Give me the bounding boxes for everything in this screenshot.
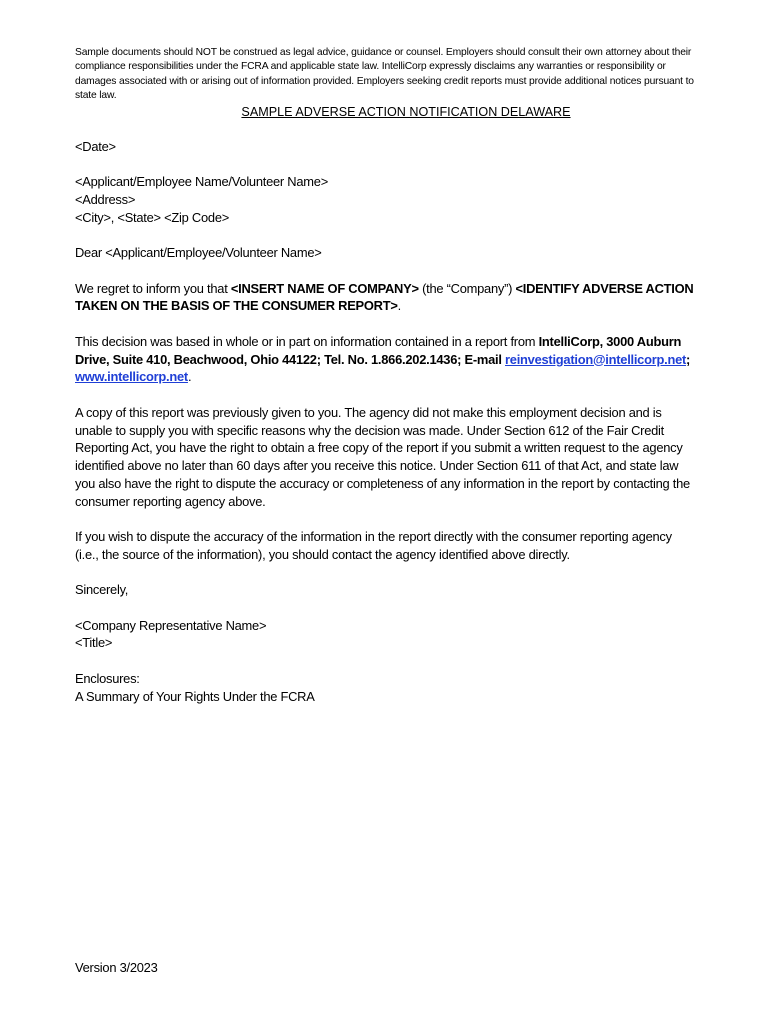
adverse-action-placeholder: <IDENTIFY ADVERSE ACTION TAKEN ON THE BASIS OF THE CONSUMER REPORT> [75,280,694,314]
p1-prefix: We regret to inform you that [75,280,231,296]
agency-address: IntelliCorp, 3000 Auburn Drive, Suite 410, Beachwood, Ohio 44122; Tel. No. 1.866.202.1436; E-mail [75,333,682,367]
legal-disclaimer: Sample documents should NOT be construed as legal advice, guidance or counsel. Employers should consult their own attorney about their compliance responsibilities under the FCRA and applicable state law. IntelliCorp expressly disclaims any warranties or responsibility or damages associated with or arising out of information provided. Employers seeking credit reports must provide additional notices pursuant to state law. [75,47,694,101]
version-footer: Version 3/2023 [75,960,158,975]
recipient-address: <Address> [75,191,136,207]
letter-page [75,46,697,705]
signature-block [75,617,697,653]
enclosure-item: A Summary of Your Rights Under the FCRA [75,688,315,704]
recipient-city-state-zip: <City>, <State> <Zip Code> [75,209,230,225]
company-placeholder: <INSERT NAME OF COMPANY> [230,280,419,296]
link-separator: ; [686,351,691,367]
salutation: Dear <Applicant/Employee/Volunteer Name> [75,245,322,261]
enclosures-label: Enclosures: [75,670,140,686]
website-link[interactable]: www.intellicorp.net [75,369,188,385]
paragraph-dispute: If you wish to dispute the accuracy of the information in the report directly with the consumer reporting agency (i.e., the source of the information), you should contact the agency identified above directly. [75,529,672,562]
paragraph-agency-info [75,333,697,386]
p1-end: . [397,298,401,314]
paragraph-adverse-action [75,280,697,316]
letter-body [75,120,697,705]
document-title: SAMPLE ADVERSE ACTION NOTIFICATION DELAWARE [241,105,571,120]
paragraph-rights: A copy of this report was previously given to you. The agency did not make this employment decision and is unable to supply you with specific reasons why the decision was made. Under Section 612 of the Fair Credit Reporting Act, you have the right to obtain a free copy of the report if you submit a written request to the agency identified above no later than 60 days after you receive this notice. Under Section 611 of that Act, and state law you also have the right to dispute the accuracy or completeness of any information in the report by contacting the consumer reporting agency above. [75,404,690,509]
closing: Sincerely, [75,582,129,598]
date-placeholder: <Date> [75,138,116,154]
p2-prefix: This decision was based in whole or in part on information contained in a report from [75,333,539,349]
email-link[interactable]: reinvestigation@intellicorp.net [505,351,687,367]
recipient-name: <Applicant/Employee Name/Volunteer Name> [75,174,328,190]
recipient-block [75,173,697,226]
representative-name: <Company Representative Name> [75,617,267,633]
p1-middle: (the “Company”) [418,280,516,296]
representative-title: <Title> [75,635,113,651]
enclosures-block [75,670,697,706]
p2-end: . [187,369,192,385]
